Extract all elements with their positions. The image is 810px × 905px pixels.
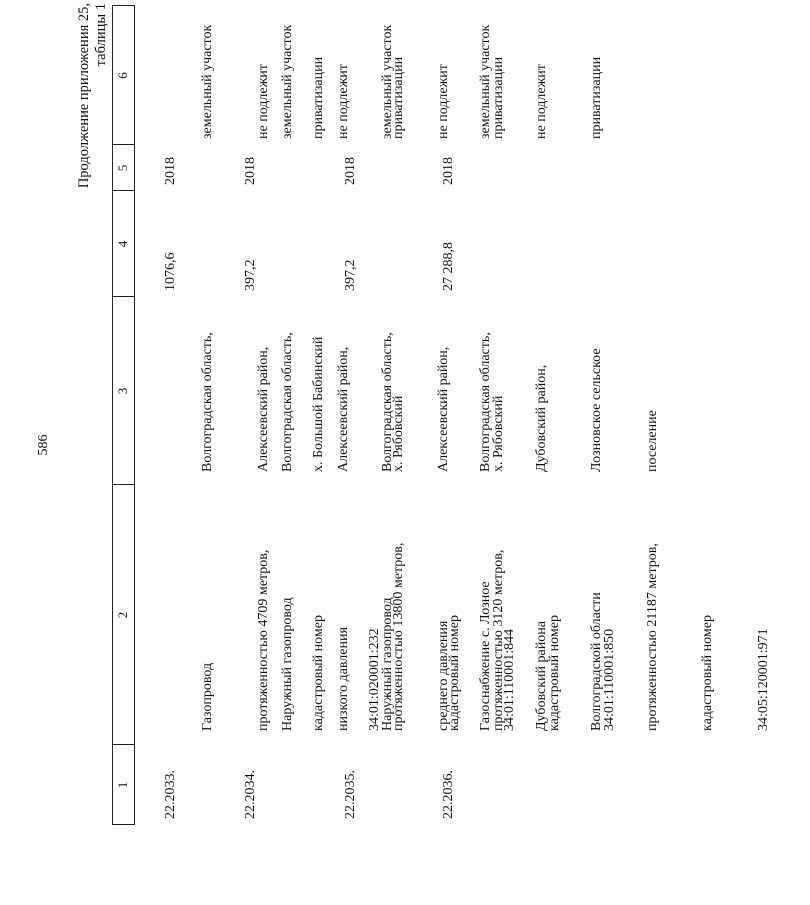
object-name: Наружный газопровод среднего давления протяженностью 3120 метров, кадастровый номер 34:01:110001:850 [380, 549, 617, 731]
page-number: 586 [36, 434, 51, 456]
object-address: Волгоградская область, Алексеевский район, х. Рябовский [380, 332, 506, 472]
object-note: земельный участок не подлежит приватизации [280, 24, 406, 139]
row-number: 22.2033. [163, 770, 178, 819]
column-header-4: 4 [115, 240, 130, 248]
row-number: 22.2036. [441, 770, 456, 819]
column-header-6: 6 [115, 72, 130, 79]
object-value: 27 288,8 [441, 242, 456, 291]
object-value: 397,2 [343, 259, 358, 291]
object-note: земельный участок не подлежит приватизации [478, 24, 604, 139]
row-number: 22.2035. [343, 770, 358, 819]
object-year: 2018 [441, 157, 456, 185]
object-value: 397,2 [243, 259, 258, 291]
object-address: Волгоградская область, Алексеевский район, х. Рябовский [280, 332, 406, 472]
caption-line-2: таблицы 1 [93, 3, 109, 67]
object-address: Волгоградская область, Дубовский район, Лозновское сельское поселение [478, 332, 660, 472]
table-caption [76, 3, 110, 265]
column-header-1: 1 [115, 781, 130, 789]
row-number: 22.2034. [243, 770, 258, 819]
object-year: 2018 [343, 157, 358, 185]
data-table [112, 5, 771, 825]
table-top-rule [112, 5, 113, 825]
object-year: 2018 [163, 157, 178, 185]
object-name: Наружный газопровод низкого давления протяженностью 13800 метров, кадастровый номер 34:01:110001:844 [280, 542, 517, 731]
header-bottom-rule [134, 5, 135, 825]
object-name: Газоснабжение с. Лозное Дубовский района Волгоградской области протяженностью 21187 метров, кадастровый номер 34:05:120001:971 [478, 543, 771, 731]
object-value: 1076,6 [163, 252, 178, 291]
column-header-3: 3 [115, 387, 130, 395]
caption-line-1: Продолжение приложения 25, [76, 3, 92, 189]
object-note: земельный участок не подлежит приватизации [380, 24, 506, 139]
column-header-2: 2 [115, 611, 130, 619]
object-address: Волгоградская область, Алексеевский район, х. Большой Бабинский [200, 332, 326, 472]
object-year: 2018 [243, 157, 258, 185]
column-header-5: 5 [115, 164, 130, 172]
object-name: Газопровод протяженностью 4709 метров, кадастровый номер 34:01:020001:232 [200, 549, 382, 731]
object-note: земельный участок не подлежит приватизации [200, 24, 326, 139]
